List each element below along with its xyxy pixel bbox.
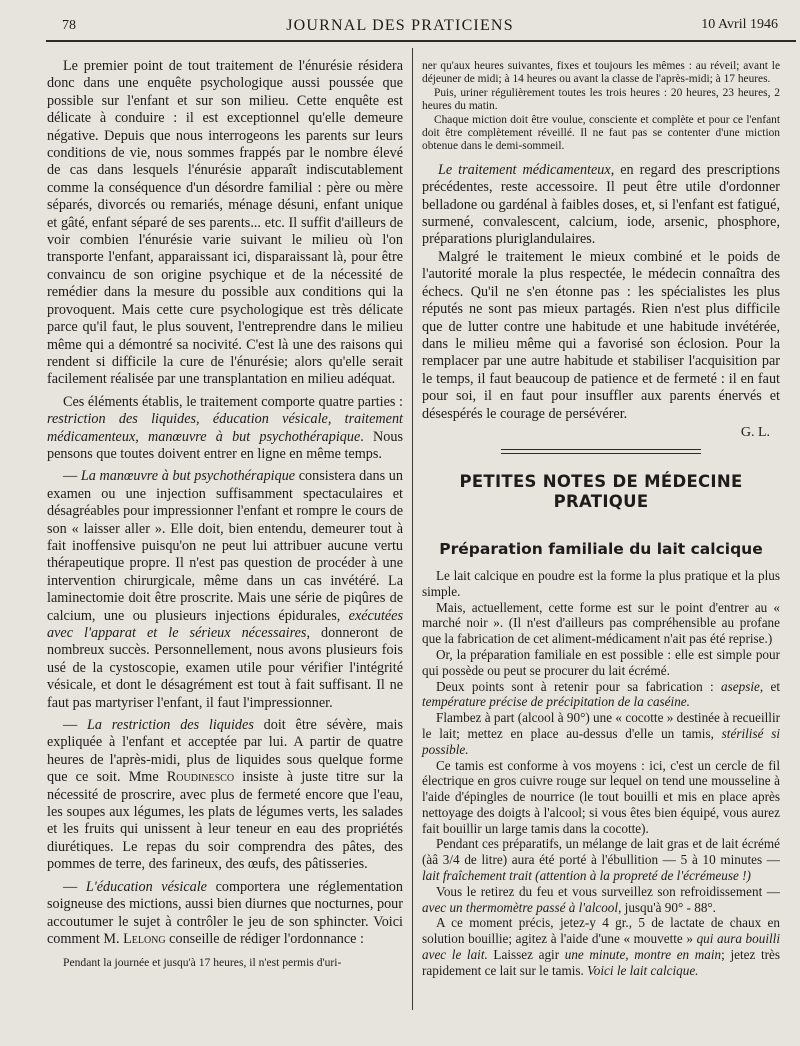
article-subtitle: Préparation familiale du lait calcique	[439, 539, 763, 558]
medication-section	[422, 162, 780, 423]
issue-date: 10 Avril 1946	[701, 17, 778, 32]
paragraph-failures: Malgré le traitement le mieux combiné et le poids de l'autorité morale la plus respectée, le médecin connaîtra des échecs. Qu'il ne s'en étonne pas : les spécialistes les plus réputés ne sont pas mieux partagés. Rien n'est plus difficile que de lutter contre une habitude et une habitude invétérée, dans le milieu même qui a favorisé son éclosion. Pour la remplacer par une autre habitude et stabiliser l'acquisition par le temps, il faut beaucoup de patience et de fermeté : il en faut pour soi, il en faut pour insuffler aux parents énervés et désespérés le courage de persévérer.	[422, 248, 780, 422]
prescription-start: Pendant la journée et jusqu'à 17 heures, il n'est permis d'uri-	[63, 956, 342, 970]
right-column	[422, 60, 780, 979]
page-number: 78	[62, 18, 76, 33]
section-divider	[501, 449, 701, 454]
paragraph-psychotherapy: — La manœuvre à but psychothérapique consistera dans un examen ou une injection suffisamment spectaculaires et désagréables pour impressionner l'enfant et rompre le cours de son « laisser aller ». Elle doit, bien entendu, demeurer tout à fait inoffensive puisqu'on ne peut lui attribuer aucune vertu thérapeutique propre. Il n'est pas question de procéder à une intervention chirurgicale, même dans un cas invétéré. La laminectomie doit être proscrite. Mais une série de piqûres de calcium, une ou plusieurs injections épidurales, exécutées avec l'apparat et le sérieux nécessaires, donneront de nombreux succès. Personnellement, nous avons plusieurs fois usé de la cystoscopie, examen utile pour vérifier l'intégrité vésicale, et dont le désagrément est tout à fait suffisant. Il ne faut pas martyriser l'enfant, il faut l'impressionner.	[47, 468, 404, 711]
paragraph-medication: Le traitement médicamenteux, en regard des prescriptions précédentes, reste accessoire. Il peut être utile d'ordonner belladone ou gardénal à faibles doses, et, si l'enfant est fatigué, surmené, convalescent, calcium, iode, arsenic, phosphore, préparations pluriglandulaires.	[422, 161, 780, 248]
section-title: PETITES NOTES DE MÉDECINE PRATIQUE	[459, 471, 743, 511]
paragraph-bladder-education: — L'éducation vésicale comportera une réglementation soigneuse des mictions, aussi bien diurnes que nocturnes, pour accoutumer le sujet à contrôler le jeu de son sphincter. Voici comment M. Lelong conseille de rédiger l'ordonnance :	[47, 878, 403, 947]
calcium-milk-article: Le lait calcique en poudre est la forme la plus pratique et la plus simple. Mais, actuellement, cette forme est sur le point d'entrer au « marché noir ». (Il n'est d'ailleurs pas compréhensible au profane que la fabrication de cet aliment-médicament n'ait pas été reprise.) Or, la préparation familiale en est possible : elle est simple pour qui possède ou peut se procurer du lait écrémé. Deux points sont à retenir pour sa fabrication : asepsie, et température précise de précipitation de la caséine. Flambez à part (alcool à 90°) une « cocotte » destinée à recueillir le lait; mettez en place au-dessus d'elle un tamis, stérilisé si possible. Ce tamis est conforme à vos moyens : ici, c'est un cercle de fil électrique en gros cuivre rouge sur lequel on tend une mousseline à l'aide d'épingles de nourrice (le tout bouilli et mis en place après nettoyage des doigts à l'alcool; si vous êtes bien équipé, vous aurez fait bouillir un large tamis dans la cocotte). Pendant ces préparatifs, un mélange de lait gras et de lait écrémé (àâ 3/4 de litre) aura été porté à l'ébullition — 5 à 10 minutes — lait fraîchement trait (attention à la propreté de l'écrémeuse !) Vous le retirez du feu et vous surveillez son refroidissement — avec un thermomètre passé à l'alcool, jusqu'à 90° - 88°. A ce moment précis, jetez-y 4 gr., 5 de lactate de chaux en solution bouillie; agitez à l'aide d'une « mouvette » qui aura bouilli avec le lait. Laissez agir une minute, montre en main; jetez très rapidement ce lait sur le tamis. Voici le lait calcique.	[422, 567, 780, 978]
journal-title: JOURNAL DES PRATICIENS	[286, 17, 514, 34]
paragraph-liquid-restriction: — La restriction des liquides doit être sévère, mais expliquée à l'enfant et acceptée par lui. A partir de quatre heures de l'après-midi, plus de liquides sous quelque forme que ce soit. Mme Roudinesco insiste à juste titre sur la nécessité de proscrire, avec plus de fermeté encore que l'eau, les soupes aux légumes, les plats de légumes verts, les salades et les fruits qui unissent à leur teneur en eau des propriétés diurétiques. Le repas du soir comprendra des pâtes, des pommes de terre, des farineux, des œufs, des pâtisseries.	[47, 717, 403, 873]
author-signature: G. L.	[740, 424, 770, 440]
prescription-continued: ner qu'aux heures suivantes, fixes et toujours les mêmes : au réveil; avant le déjeuner de midi; à 14 heures ou avant la classe de l'après-midi; à 17 heures. Puis, uriner régulièrement toutes les trois heures : 20 heures, 23 heures, 2 heures du matin. Chaque miction doit être voulue, consciente et complète et pour ce l'enfant doit être complètement réveillé. Il ne faut pas se contenter d'une miction obtenue dans le demi-sommeil.	[422, 60, 780, 153]
column-separator	[412, 48, 413, 1010]
header-rule	[46, 40, 796, 42]
left-column	[47, 58, 403, 975]
paragraph-treatment-parts: Ces éléments établis, le traitement comporte quatre parties : restriction des liquides, éducation vésicale, traitement médicamenteux, manœuvre à but psychothérapique. Nous pensons que toutes doivent entrer en ligne en même temps.	[47, 393, 403, 462]
paragraph-psychological-inquiry: Le premier point de tout traitement de l'énurésie résidera donc dans une enquête psychologique aussi poussée que possible sur l'enfant et sur son milieu. Cette enquête est délicate à conduire : il est exceptionnel qu'elle demeure négative. Depuis que nous interrogeons les parents sur leurs conditions de vie, nous sommes frappés par le nombre élevé de cas dans lesquels l'énurésie apparaît indiscutablement comme la conséquence d'un désordre familial : père ou mère séparés, divorcés ou remariés, ménage désuni, enfant unique et gâté, enfant séparé de ses parents... etc. Il suffit d'ailleurs de voir combien l'énurésie varie suivant le milieu où l'on transporte l'enfant, apparaissant ici, disparaissant là, pour être convaincu de son origine psychique et de la nécessité de remédier dans la mesure du possible aux conditions qui la provoquent. Mais cette cure psychologique est très délicate parce qu'il faut, le plus souvent, l'entreprendre dans le milieu même qui a démontré sa nocivité. C'est là une des raisons qui rendent si difficile la cure de l'énurésie; alors qu'elle serait facilement réalisée par une transplantation en milieu adéquat.	[47, 58, 403, 388]
page-header	[0, 0, 800, 40]
